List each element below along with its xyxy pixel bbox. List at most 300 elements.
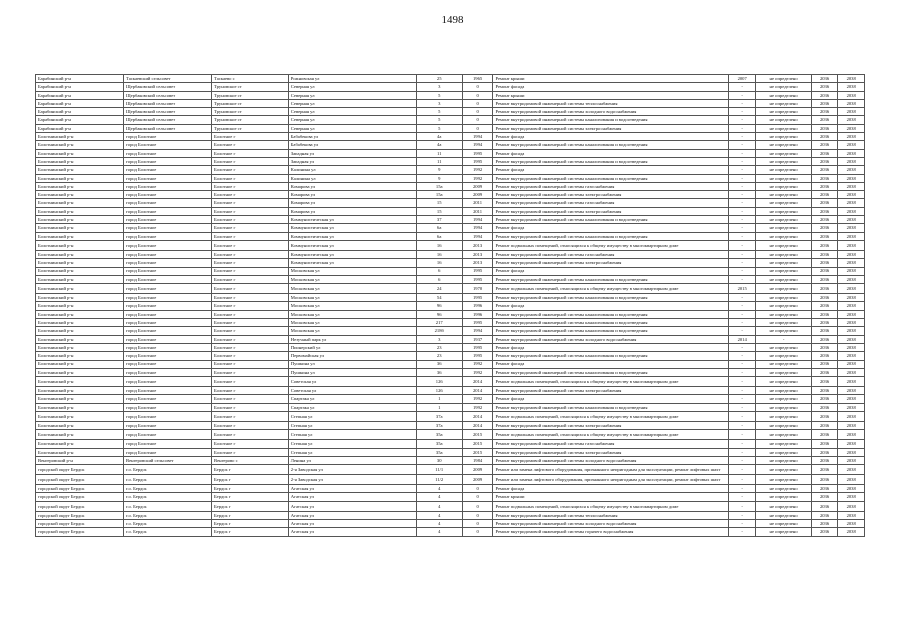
- cell-municipal-district: Болотнинский р-н: [36, 149, 124, 157]
- cell-last-repair-year: -: [728, 411, 756, 421]
- cell-build-year: 2014: [462, 377, 493, 387]
- cell-repair-type: Ремонт внутридомовой инженерной системы электроснабжения: [493, 259, 728, 267]
- cell-municipality: город Болотное: [124, 411, 212, 421]
- cell-repair-type: Ремонт подвальных помещений, относящихся к общему имуществу в многоквартирном доме: [493, 411, 728, 421]
- cell-house-number: 5: [416, 91, 462, 99]
- table-row: [36, 250, 865, 258]
- cell-settlement: Болотное г: [212, 448, 289, 456]
- cell-municipality: город Болотное: [124, 335, 212, 343]
- cell-plan-year-to: 2038: [838, 75, 865, 83]
- table-row: [36, 149, 865, 157]
- cell-house-number: 5: [416, 108, 462, 116]
- cell-settlement: Болотное г: [212, 259, 289, 267]
- cell-house-number: 16: [416, 240, 462, 250]
- cell-cost: не определено: [756, 294, 811, 302]
- cell-street: Калинина ул: [288, 166, 416, 174]
- cell-cost: не определено: [756, 343, 811, 351]
- cell-last-repair-year: -: [728, 149, 756, 157]
- cell-plan-year-from: 2036: [811, 335, 838, 343]
- cell-plan-year-from: 2036: [811, 456, 838, 464]
- cell-municipal-district: Барабинский р-н: [36, 99, 124, 107]
- cell-repair-type: Ремонт внутридомовой инженерной системы канализования и водоотведения: [493, 116, 728, 124]
- cell-last-repair-year: 2015: [728, 284, 756, 294]
- cell-build-year: 0: [462, 528, 493, 536]
- cell-municipal-district: Болотнинский р-н: [36, 259, 124, 267]
- cell-plan-year-to: 2038: [838, 493, 865, 501]
- cell-street: Ленина ул: [288, 456, 416, 464]
- cell-last-repair-year: -: [728, 302, 756, 310]
- table-row: [36, 207, 865, 215]
- cell-build-year: 1994: [462, 232, 493, 240]
- cell-last-repair-year: -: [728, 352, 756, 360]
- cell-municipal-district: Барабинский р-н: [36, 91, 124, 99]
- cell-house-number: 36: [416, 360, 462, 368]
- cell-municipal-district: Венгеровский р-н: [36, 456, 124, 464]
- cell-cost: не определено: [756, 465, 811, 475]
- cell-build-year: 0: [462, 91, 493, 99]
- cell-plan-year-from: 2036: [811, 182, 838, 190]
- cell-street: Северная ул: [288, 116, 416, 124]
- cell-plan-year-from: 2036: [811, 501, 838, 511]
- cell-house-number: 4а: [416, 141, 462, 149]
- cell-street: Московская ул: [288, 302, 416, 310]
- cell-build-year: 1970: [462, 284, 493, 294]
- cell-repair-type: Ремонт внутридомовой инженерной системы горячего водоснабжения: [493, 528, 728, 536]
- cell-repair-type: Ремонт внутридомовой инженерной системы канализования и водоотведения: [493, 310, 728, 318]
- cell-repair-type: Ремонт внутридомовой инженерной системы электроснабжения: [493, 124, 728, 132]
- cell-municipality: г.о. Бердск: [124, 485, 212, 493]
- cell-cost: не определено: [756, 182, 811, 190]
- cell-plan-year-from: 2036: [811, 133, 838, 141]
- cell-plan-year-to: 2038: [838, 275, 865, 283]
- cell-municipal-district: Болотнинский р-н: [36, 377, 124, 387]
- cell-cost: не определено: [756, 216, 811, 224]
- cell-repair-type: Ремонт внутридомовой инженерной системы электроснабжения: [493, 191, 728, 199]
- cell-build-year: 1995: [462, 343, 493, 351]
- cell-settlement: Болотное г: [212, 207, 289, 215]
- cell-municipal-district: Болотнинский р-н: [36, 174, 124, 182]
- cell-cost: не определено: [756, 456, 811, 464]
- cell-house-number: 217: [416, 319, 462, 327]
- cell-repair-type: Ремонт внутридомовой инженерной системы канализования и водоотведения: [493, 368, 728, 376]
- cell-cost: не определено: [756, 528, 811, 536]
- table-row: [36, 528, 865, 536]
- cell-municipality: Щербаковский сельсовет: [124, 83, 212, 91]
- cell-municipal-district: Барабинский р-н: [36, 124, 124, 132]
- cell-plan-year-from: 2036: [811, 250, 838, 258]
- cell-last-repair-year: -: [728, 421, 756, 429]
- table-row: [36, 157, 865, 165]
- cell-build-year: 2015: [462, 430, 493, 440]
- table-row: [36, 310, 865, 318]
- cell-street: Степная ул: [288, 440, 416, 448]
- table-row: [36, 199, 865, 207]
- cell-build-year: 1937: [462, 335, 493, 343]
- cell-municipality: город Болотное: [124, 284, 212, 294]
- cell-plan-year-to: 2038: [838, 501, 865, 511]
- cell-cost: не определено: [756, 377, 811, 387]
- cell-plan-year-to: 2038: [838, 141, 865, 149]
- cell-municipality: г.о. Бердск: [124, 465, 212, 475]
- cell-cost: не определено: [756, 99, 811, 107]
- table-row: [36, 124, 865, 132]
- table-row: [36, 327, 865, 335]
- cell-build-year: 1995: [462, 157, 493, 165]
- cell-plan-year-to: 2038: [838, 284, 865, 294]
- cell-build-year: 1994: [462, 133, 493, 141]
- cell-cost: не определено: [756, 75, 811, 83]
- cell-last-repair-year: -: [728, 501, 756, 511]
- cell-plan-year-to: 2038: [838, 528, 865, 536]
- cell-municipality: город Болотное: [124, 395, 212, 403]
- table-row: [36, 302, 865, 310]
- cell-cost: не определено: [756, 284, 811, 294]
- cell-house-number: 30: [416, 456, 462, 464]
- cell-last-repair-year: -: [728, 387, 756, 395]
- cell-street: Советская ул: [288, 387, 416, 395]
- cell-plan-year-from: 2036: [811, 267, 838, 275]
- cell-cost: не определено: [756, 191, 811, 199]
- cell-last-repair-year: -: [728, 430, 756, 440]
- cell-cost: не определено: [756, 108, 811, 116]
- cell-cost: не определено: [756, 411, 811, 421]
- cell-cost: не определено: [756, 440, 811, 448]
- cell-municipality: город Болотное: [124, 275, 212, 283]
- cell-last-repair-year: -: [728, 440, 756, 448]
- cell-settlement: Болотное г: [212, 133, 289, 141]
- cell-municipality: город Болотное: [124, 149, 212, 157]
- cell-house-number: 15а: [416, 191, 462, 199]
- table-row: [36, 240, 865, 250]
- cell-house-number: 218б: [416, 327, 462, 335]
- cell-last-repair-year: -: [728, 360, 756, 368]
- cell-municipality: город Болотное: [124, 360, 212, 368]
- cell-street: Пионерский ул: [288, 343, 416, 351]
- cell-municipal-district: Болотнинский р-н: [36, 327, 124, 335]
- cell-settlement: Болотное г: [212, 430, 289, 440]
- cell-settlement: Болотное г: [212, 141, 289, 149]
- cell-last-repair-year: -: [728, 240, 756, 250]
- cell-last-repair-year: -: [728, 99, 756, 107]
- cell-last-repair-year: -: [728, 485, 756, 493]
- cell-municipality: город Болотное: [124, 199, 212, 207]
- table-row: [36, 485, 865, 493]
- cell-municipal-district: Болотнинский р-н: [36, 250, 124, 258]
- cell-cost: не определено: [756, 403, 811, 411]
- table-row: [36, 421, 865, 429]
- cell-plan-year-to: 2038: [838, 302, 865, 310]
- cell-street: Московская ул: [288, 327, 416, 335]
- cell-repair-type: Ремонт внутридомовой инженерной системы холодного водоснабжения: [493, 108, 728, 116]
- cell-repair-type: Ремонт или замена лифтового оборудования, признанного непригодным для эксплуатации, ремонт лифтовых шахт: [493, 475, 728, 485]
- cell-repair-type: Ремонт или замена лифтового оборудования, признанного непригодным для эксплуатации, ремонт лифтовых шахт: [493, 465, 728, 475]
- table-row: [36, 377, 865, 387]
- cell-cost: не определено: [756, 421, 811, 429]
- cell-cost: не определено: [756, 493, 811, 501]
- cell-repair-type: Ремонт фасада: [493, 224, 728, 232]
- cell-municipal-district: Болотнинский р-н: [36, 166, 124, 174]
- cell-settlement: Болотное г: [212, 403, 289, 411]
- cell-plan-year-to: 2038: [838, 216, 865, 224]
- cell-plan-year-from: 2036: [811, 174, 838, 182]
- cell-settlement: Болотное г: [212, 267, 289, 275]
- cell-settlement: Болотное г: [212, 157, 289, 165]
- cell-repair-type: Ремонт внутридомовой инженерной системы канализования и водоотведения: [493, 141, 728, 149]
- cell-municipality: Щербаковский сельсовет: [124, 108, 212, 116]
- cell-plan-year-from: 2036: [811, 319, 838, 327]
- cell-street: Коммунистическая ул: [288, 224, 416, 232]
- cell-municipal-district: Болотнинский р-н: [36, 319, 124, 327]
- cell-repair-type: Ремонт подвальных помещений, относящихся к общему имуществу в многоквартирном доме: [493, 240, 728, 250]
- table-row: [36, 232, 865, 240]
- cell-settlement: Труновское ст: [212, 99, 289, 107]
- cell-house-number: 24: [416, 284, 462, 294]
- cell-municipal-district: Барабинский р-н: [36, 108, 124, 116]
- cell-settlement: Болотное г: [212, 224, 289, 232]
- cell-plan-year-to: 2038: [838, 411, 865, 421]
- cell-municipality: город Болотное: [124, 319, 212, 327]
- cell-settlement: Бердск г: [212, 501, 289, 511]
- table-row: [36, 448, 865, 456]
- cell-street: Степная ул: [288, 430, 416, 440]
- cell-repair-type: Ремонт внутридомовой инженерной системы холодного водоснабжения: [493, 335, 728, 343]
- cell-settlement: Болотное г: [212, 395, 289, 403]
- cell-last-repair-year: -: [728, 465, 756, 475]
- cell-street: Комарова ул: [288, 207, 416, 215]
- cell-last-repair-year: -: [728, 327, 756, 335]
- cell-build-year: 1995: [462, 275, 493, 283]
- cell-municipal-district: Болотнинский р-н: [36, 267, 124, 275]
- cell-last-repair-year: -: [728, 511, 756, 519]
- cell-municipal-district: городской округ Бердск: [36, 475, 124, 485]
- cell-build-year: 2014: [462, 411, 493, 421]
- table-row: [36, 141, 865, 149]
- cell-plan-year-from: 2036: [811, 294, 838, 302]
- cell-house-number: 11: [416, 157, 462, 165]
- table-row: [36, 501, 865, 511]
- cell-plan-year-to: 2038: [838, 403, 865, 411]
- cell-build-year: 1992: [462, 395, 493, 403]
- cell-house-number: 15: [416, 207, 462, 215]
- cell-build-year: 0: [462, 520, 493, 528]
- cell-plan-year-from: 2036: [811, 116, 838, 124]
- cell-build-year: 1992: [462, 403, 493, 411]
- cell-repair-type: Ремонт внутридомовой инженерной системы газоснабжения: [493, 182, 728, 190]
- cell-last-repair-year: -: [728, 395, 756, 403]
- cell-municipal-district: Болотнинский р-н: [36, 240, 124, 250]
- cell-settlement: Труновское ст: [212, 124, 289, 132]
- cell-house-number: 36: [416, 368, 462, 376]
- cell-plan-year-from: 2036: [811, 343, 838, 351]
- cell-street: Агатская ул: [288, 485, 416, 493]
- cell-last-repair-year: 2014: [728, 335, 756, 343]
- cell-municipal-district: Болотнинский р-н: [36, 157, 124, 165]
- cell-cost: не определено: [756, 275, 811, 283]
- cell-municipal-district: Болотнинский р-н: [36, 216, 124, 224]
- cell-municipal-district: Болотнинский р-н: [36, 224, 124, 232]
- cell-municipal-district: Болотнинский р-н: [36, 133, 124, 141]
- cell-municipal-district: городской округ Бердск: [36, 465, 124, 475]
- cell-settlement: Болотное г: [212, 284, 289, 294]
- cell-municipality: г.о. Бердск: [124, 520, 212, 528]
- cell-plan-year-to: 2038: [838, 267, 865, 275]
- cell-house-number: 6: [416, 267, 462, 275]
- cell-repair-type: Ремонт внутридомовой инженерной системы холодного водоснабжения: [493, 456, 728, 464]
- cell-repair-type: Ремонт фасада: [493, 395, 728, 403]
- cell-house-number: 126: [416, 377, 462, 387]
- cell-municipality: город Болотное: [124, 377, 212, 387]
- cell-plan-year-from: 2036: [811, 475, 838, 485]
- cell-cost: не определено: [756, 485, 811, 493]
- cell-plan-year-to: 2038: [838, 207, 865, 215]
- cell-street: Агатская ул: [288, 493, 416, 501]
- cell-plan-year-from: 2036: [811, 75, 838, 83]
- cell-repair-type: Ремонт фасада: [493, 302, 728, 310]
- cell-repair-type: Ремонт подвальных помещений, относящихся к общему имуществу в многоквартирном доме: [493, 430, 728, 440]
- cell-plan-year-from: 2036: [811, 440, 838, 448]
- cell-plan-year-to: 2038: [838, 191, 865, 199]
- cell-municipal-district: городской округ Бердск: [36, 493, 124, 501]
- cell-repair-type: Ремонт внутридомовой инженерной системы теплоснабжения: [493, 511, 728, 519]
- cell-municipality: город Болотное: [124, 216, 212, 224]
- cell-house-number: 3: [416, 335, 462, 343]
- cell-build-year: 1992: [462, 360, 493, 368]
- table-row: [36, 91, 865, 99]
- cell-municipality: город Болотное: [124, 207, 212, 215]
- cell-municipality: г.о. Бердск: [124, 501, 212, 511]
- cell-plan-year-from: 2036: [811, 91, 838, 99]
- cell-plan-year-from: 2036: [811, 240, 838, 250]
- cell-plan-year-from: 2036: [811, 166, 838, 174]
- cell-municipal-district: Болотнинский р-н: [36, 403, 124, 411]
- cell-plan-year-to: 2038: [838, 465, 865, 475]
- cell-house-number: 4: [416, 528, 462, 536]
- cell-street: Северная ул: [288, 83, 416, 91]
- table-row: [36, 430, 865, 440]
- cell-municipal-district: Болотнинский р-н: [36, 421, 124, 429]
- cell-plan-year-from: 2036: [811, 302, 838, 310]
- cell-build-year: 2009: [462, 182, 493, 190]
- cell-municipal-district: Болотнинский р-н: [36, 387, 124, 395]
- cell-cost: не определено: [756, 83, 811, 91]
- cell-street: Калинина ул: [288, 174, 416, 182]
- cell-house-number: 96: [416, 302, 462, 310]
- cell-municipality: город Болотное: [124, 141, 212, 149]
- cell-repair-type: Ремонт внутридомовой инженерной системы канализования и водоотведения: [493, 403, 728, 411]
- cell-street: Агатская ул: [288, 501, 416, 511]
- cell-plan-year-from: 2036: [811, 232, 838, 240]
- cell-cost: не определено: [756, 352, 811, 360]
- cell-settlement: Болотное г: [212, 327, 289, 335]
- cell-settlement: Болотное г: [212, 335, 289, 343]
- cell-municipality: город Болотное: [124, 191, 212, 199]
- cell-municipal-district: Болотнинский р-н: [36, 368, 124, 376]
- cell-cost: не определено: [756, 448, 811, 456]
- cell-street: Северная ул: [288, 99, 416, 107]
- cell-build-year: 1994: [462, 224, 493, 232]
- cell-house-number: 9: [416, 174, 462, 182]
- cell-build-year: 0: [462, 501, 493, 511]
- cell-plan-year-from: 2036: [811, 207, 838, 215]
- cell-municipality: Таскаевский сельсовет: [124, 75, 212, 83]
- cell-plan-year-from: 2036: [811, 368, 838, 376]
- cell-plan-year-to: 2038: [838, 199, 865, 207]
- cell-municipal-district: Барабинский р-н: [36, 83, 124, 91]
- cell-repair-type: Ремонт подвальных помещений, относящихся к общему имуществу в многоквартирном доме: [493, 501, 728, 511]
- cell-plan-year-to: 2038: [838, 520, 865, 528]
- cell-repair-type: Ремонт внутридомовой инженерной системы электроснабжения: [493, 207, 728, 215]
- cell-plan-year-to: 2038: [838, 232, 865, 240]
- cell-settlement: Болотное г: [212, 275, 289, 283]
- cell-street: Московская ул: [288, 319, 416, 327]
- cell-cost: не определено: [756, 141, 811, 149]
- cell-municipality: город Болотное: [124, 368, 212, 376]
- cell-plan-year-to: 2038: [838, 511, 865, 519]
- table-row: [36, 493, 865, 501]
- table-row: [36, 465, 865, 475]
- cell-house-number: 11/1: [416, 465, 462, 475]
- cell-plan-year-from: 2036: [811, 511, 838, 519]
- cell-build-year: 2015: [462, 448, 493, 456]
- cell-street: Бабабекова ул: [288, 141, 416, 149]
- cell-repair-type: Ремонт внутридомовой инженерной системы газоснабжения: [493, 440, 728, 448]
- cell-street: Агатская ул: [288, 520, 416, 528]
- cell-repair-type: Ремонт внутридомовой инженерной системы канализования и водоотведения: [493, 174, 728, 182]
- cell-house-number: 1: [416, 403, 462, 411]
- cell-house-number: 4: [416, 520, 462, 528]
- cell-house-number: 35а: [416, 430, 462, 440]
- table-row: [36, 224, 865, 232]
- cell-settlement: Болотное г: [212, 216, 289, 224]
- cell-street: Пушкина ул: [288, 368, 416, 376]
- cell-municipality: город Болотное: [124, 352, 212, 360]
- cell-repair-type: Ремонт внутридомовой инженерной системы канализования и водоотведения: [493, 294, 728, 302]
- cell-street: Советская ул: [288, 377, 416, 387]
- cell-cost: не определено: [756, 250, 811, 258]
- cell-house-number: 35а: [416, 440, 462, 448]
- cell-municipality: город Болотное: [124, 327, 212, 335]
- cell-last-repair-year: -: [728, 259, 756, 267]
- cell-last-repair-year: -: [728, 343, 756, 351]
- cell-plan-year-from: 2036: [811, 403, 838, 411]
- cell-cost: не определено: [756, 224, 811, 232]
- cell-municipality: город Болотное: [124, 294, 212, 302]
- table-row: [36, 403, 865, 411]
- cell-house-number: 23: [416, 352, 462, 360]
- cell-last-repair-year: -: [728, 528, 756, 536]
- cell-last-repair-year: -: [728, 108, 756, 116]
- cell-house-number: 37: [416, 216, 462, 224]
- cell-house-number: 3: [416, 99, 462, 107]
- cell-cost: не определено: [756, 395, 811, 403]
- cell-build-year: 1996: [462, 310, 493, 318]
- cell-plan-year-from: 2036: [811, 411, 838, 421]
- table-row: [36, 216, 865, 224]
- cell-build-year: 1995: [462, 267, 493, 275]
- cell-municipality: Щербаковский сельсовет: [124, 99, 212, 107]
- cell-municipal-district: Болотнинский р-н: [36, 191, 124, 199]
- cell-plan-year-to: 2038: [838, 430, 865, 440]
- cell-last-repair-year: -: [728, 141, 756, 149]
- repair-schedule-table: [35, 74, 865, 537]
- cell-street: Московская ул: [288, 294, 416, 302]
- cell-street: Коммунистическая ул: [288, 232, 416, 240]
- cell-plan-year-to: 2038: [838, 421, 865, 429]
- cell-municipality: г.о. Бердск: [124, 475, 212, 485]
- cell-street: Агатская ул: [288, 511, 416, 519]
- cell-build-year: 2009: [462, 465, 493, 475]
- cell-street: Коммунистическая ул: [288, 250, 416, 258]
